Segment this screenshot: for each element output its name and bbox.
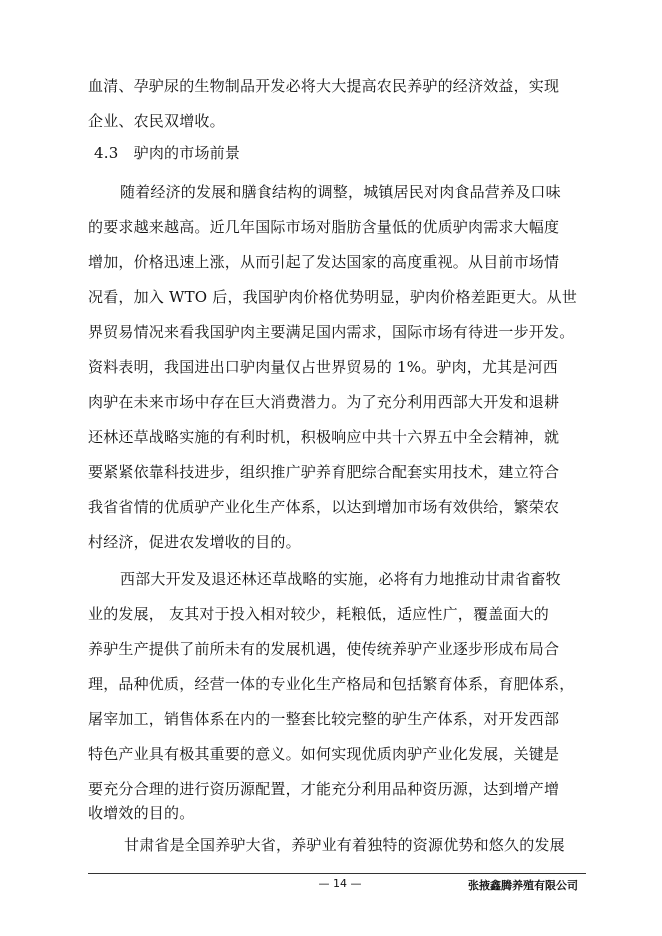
paragraph1-line: 界贸易情况来看我国驴肉主要满足国内需求，国际市场有待进一步开发。 [88,323,575,341]
paragraph2-line: 特色产业具有极其重要的意义。如何实现优质肉驴产业化发展，关键是 [88,745,560,763]
paragraph2-line: 要充分合理的进行资历源配置，才能充分利用品种资历源，达到增产增 [88,780,560,798]
paragraph1-line: 增加，价格迅速上涨，从而引起了发达国家的高度重视。从目前市场情 [88,253,560,271]
paragraph3-line: 甘肃省是全国养驴大省，养驴业有着独特的资源优势和悠久的发展 [124,836,565,854]
paragraph2-line: 屠宰加工，销售体系在内的一整套比较完整的驴生产体系，对开发西部 [88,710,560,728]
paragraph2-line: 收增效的目的。 [88,804,195,822]
paragraph2-line: 理，品种优质，经营一体的专业化生产格局和包括繁育体系，育肥体系， [88,675,575,693]
paragraph1-line: 肉驴在未来市场中存在巨大消费潜力。为了充分利用西部大开发和退耕 [88,393,560,411]
paragraph1-line: 村经济，促进农发增收的目的。 [88,533,301,551]
paragraph1-line: 资料表明，我国进出口驴肉量仅占世界贸易的 1%。驴肉，尤其是河西 [88,358,558,376]
paragraph2-line: 西部大开发及退还林还草战略的实施，必将有力地推动甘肃省畜牧 [120,570,561,588]
paragraph2-line: 养驴生产提供了前所未有的发展机遇，使传统养驴产业逐步形成布局合 [88,640,560,658]
footer-rule [88,873,586,874]
paragraph1-line: 要紧紧依靠科技进步，组织推广驴养育肥综合配套实用技术，建立符合 [88,463,560,481]
paragraph1-line: 的要求越来越高。近几年国际市场对脂肪含量低的优质驴肉需求大幅度 [88,218,560,236]
paragraph1-line: 随着经济的发展和膳食结构的调整，城镇居民对肉食品营养及口味 [120,183,561,201]
intro-line-2: 企业、农民双增收。 [88,112,225,130]
paragraph1-line: 况看，加入 WTO 后，我国驴肉价格优势明显，驴肉价格差距更大。从世 [88,288,578,306]
intro-line-1: 血清、孕驴尿的生物制品开发必将大大提高农民养驴的经济效益，实现 [88,77,560,95]
section-heading: 4.3 驴肉的市场前景 [94,144,241,162]
paragraph1-line: 我省省情的优质驴产业化生产体系，以达到增加市场有效供给，繁荣农 [88,498,560,516]
company-name: 张掖鑫腾养殖有限公司 [468,879,578,892]
paragraph1-line: 还林还草战略实施的有利时机，积极响应中共十六界五中全会精神，就 [88,428,560,446]
page-number: — 14 — [318,877,362,890]
paragraph2-line: 业的发展， 友其对于投入相对较少，耗粮低，适应性广，覆盖面大的 [88,605,549,623]
